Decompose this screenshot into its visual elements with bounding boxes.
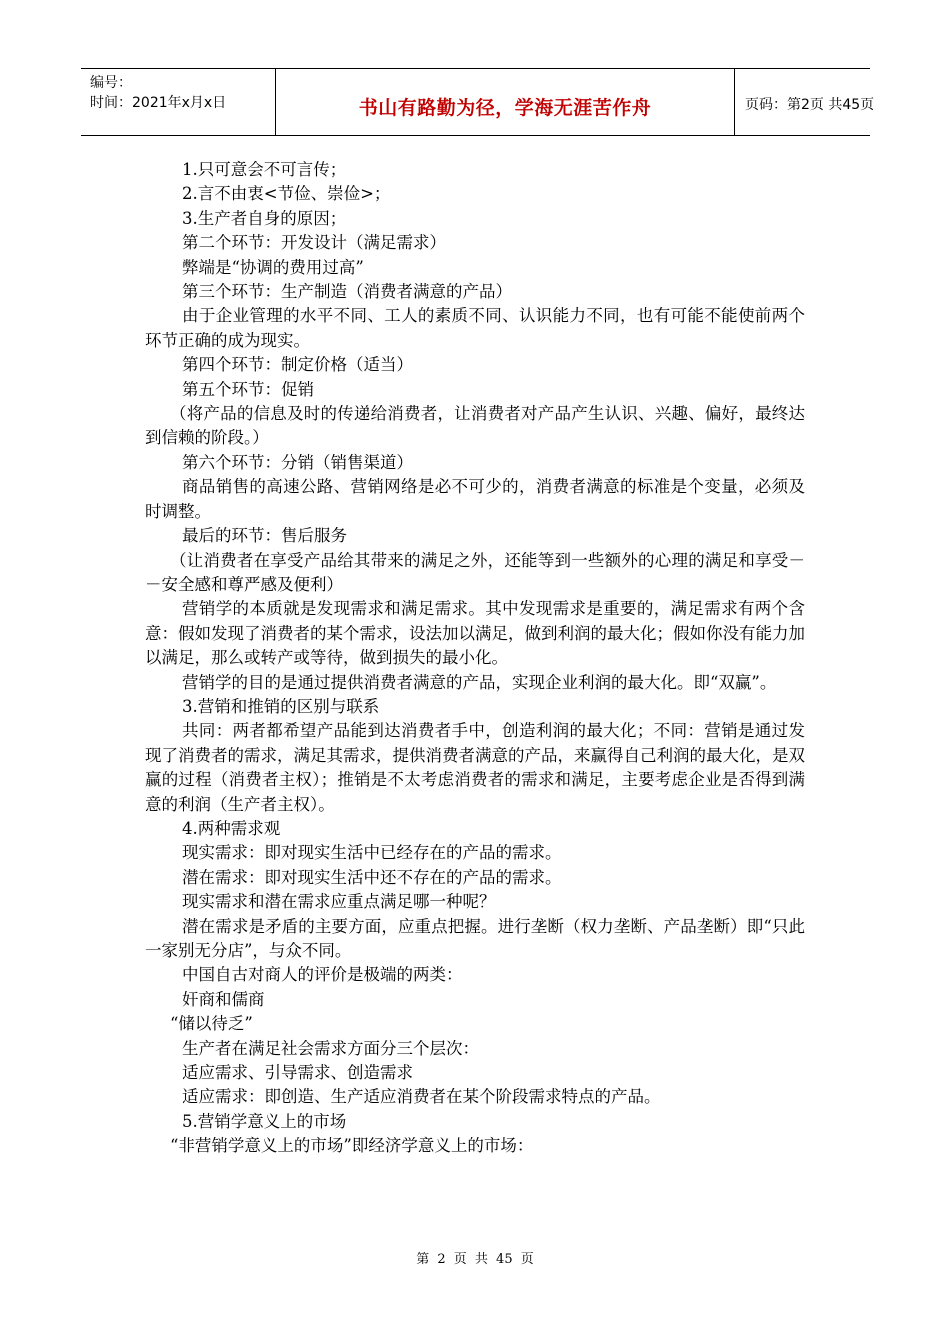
paragraph: 潜在需求是矛盾的主要方面，应重点把握。进行垄断（权力垄断、产品垄断）即“只此一家别无分店”，与众不同。 [145, 916, 805, 960]
header-page-cell [735, 69, 875, 135]
paragraph: 弊端是“协调的费用过高” [182, 257, 364, 277]
paragraph: 最后的环节：售后服务 [182, 526, 347, 546]
page-header [81, 68, 875, 136]
paragraph: 适应需求、引导需求、创造需求 [182, 1063, 413, 1083]
header-motto: 书山有路勤为径，学海无涯苦作舟 [358, 97, 652, 119]
paragraph: （将产品的信息及时的传递给消费者，让消费者对产品产生认识、兴趣、偏好，最终达到信赖的阶段。） [145, 404, 805, 448]
paragraph: 营销学的目的是通过提供消费者满意的产品，实现企业利润的最大化。即“双赢”。 [182, 672, 777, 692]
paragraph: 第二个环节：开发设计（满足需求） [182, 233, 446, 253]
paragraph: 5.营销学意义上的市场 [182, 1111, 347, 1131]
paragraph: 商品销售的高速公路、营销网络是必不可少的，消费者满意的标准是个变量，必须及时调整。 [145, 477, 805, 521]
paragraph: 1.只可意会不可言传； [182, 160, 347, 179]
paragraph: 第三个环节：生产制造（消费者满意的产品） [182, 282, 512, 302]
paragraph: “储以待乏” [170, 1014, 253, 1034]
paragraph: 第五个环节：促销 [182, 379, 314, 399]
document-number-label: 编号： [90, 75, 132, 91]
paragraph: 适应需求：即创造、生产适应消费者在某个阶段需求特点的产品。 [182, 1087, 661, 1107]
paragraph: 现实需求：即对现实生活中已经存在的产品的需求。 [182, 843, 562, 863]
header-page-info: 页码：第2页 共45页 [745, 97, 875, 113]
paragraph: 现实需求和潜在需求应重点满足哪一种呢？ [182, 892, 496, 912]
paragraph: （让消费者在享受产品给其带来的满足之外，还能等到一些额外的心理的满足和享受－－安全感和尊严感及便利） [145, 550, 805, 594]
paragraph: 奸商和儒商 [182, 989, 265, 1009]
document-time-label: 时间：2021年x月x日 [90, 95, 227, 111]
paragraph: 2.言不由衷<节俭、崇俭>； [182, 184, 391, 204]
header-motto-cell [276, 69, 735, 135]
page-footer: 第 2 页 共 45 页 [416, 1252, 534, 1267]
paragraph: 中国自古对商人的评价是极端的两类： [182, 965, 463, 985]
paragraph: 共同：两者都希望产品能到达消费者手中，创造利润的最大化；不同：营销是通过发现了消费者的需求，满足其需求，提供消费者满意的产品，来赢得自己利润的最大化，是双赢的过程（消费者主权）；推销是不太考虑消费者的需求和满足，主要考虑企业是否得到满意的利润（生产者主权）。 [145, 721, 805, 814]
paragraph: 第四个环节：制定价格（适当） [182, 355, 413, 375]
paragraph: 3.生产者自身的原因； [182, 208, 347, 228]
paragraph: 3.营销和推销的区别与联系 [182, 696, 380, 716]
paragraph: 营销学的本质就是发现需求和满足需求。其中发现需求是重要的，满足需求有两个含意：假如发现了消费者的某个需求，设法加以满足，做到利润的最大化；假如你没有能力加以满足，那么或转产或等待，做到损失的最小化。 [145, 599, 805, 668]
header-info-cell [81, 69, 276, 135]
paragraph: 第六个环节：分销（销售渠道） [182, 452, 413, 472]
paragraph: 由于企业管理的水平不同、工人的素质不同、认识能力不同，也有可能不能使前两个环节正确的成为现实。 [145, 306, 805, 350]
paragraph: “非营销学意义上的市场”即经济学意义上的市场： [170, 1136, 534, 1156]
paragraph: 4.两种需求观 [182, 818, 281, 838]
paragraph: 潜在需求：即对现实生活中还不存在的产品的需求。 [182, 867, 562, 887]
paragraph: 生产者在满足社会需求方面分三个层次： [182, 1038, 479, 1058]
document-body [145, 158, 805, 1159]
